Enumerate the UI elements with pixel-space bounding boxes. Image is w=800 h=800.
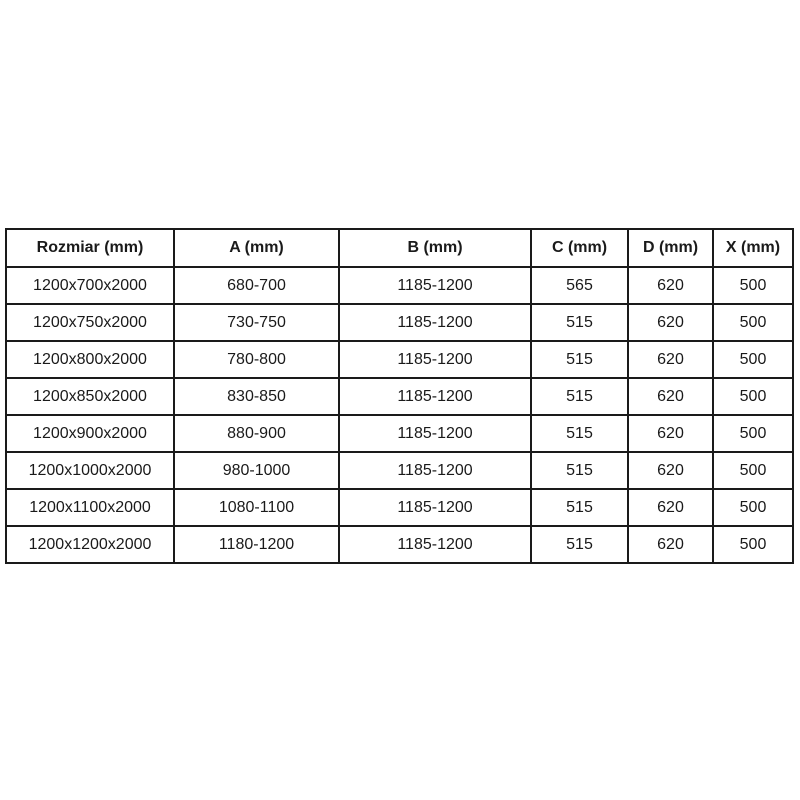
table-cell: 1180-1200	[174, 526, 339, 563]
table-cell: 1185-1200	[339, 304, 531, 341]
table-cell: 515	[531, 415, 628, 452]
table-cell: 515	[531, 378, 628, 415]
table-cell: 500	[713, 378, 793, 415]
column-header-c: C (mm)	[531, 229, 628, 267]
table-cell: 500	[713, 489, 793, 526]
table-header-row	[6, 229, 793, 267]
column-header-b: B (mm)	[339, 229, 531, 267]
table-cell: 1200x1200x2000	[6, 526, 174, 563]
table-cell: 620	[628, 526, 713, 563]
table-cell: 1185-1200	[339, 526, 531, 563]
table-cell: 620	[628, 341, 713, 378]
table-cell: 500	[713, 267, 793, 304]
table-cell: 1200x700x2000	[6, 267, 174, 304]
table-cell: 1185-1200	[339, 452, 531, 489]
column-header-a: A (mm)	[174, 229, 339, 267]
table-cell: 1185-1200	[339, 378, 531, 415]
column-header-rozmiar: Rozmiar (mm)	[6, 229, 174, 267]
table-cell: 620	[628, 378, 713, 415]
table-body	[6, 267, 793, 563]
table-row	[6, 304, 793, 341]
table-cell: 620	[628, 415, 713, 452]
table-cell: 620	[628, 489, 713, 526]
table-cell: 515	[531, 341, 628, 378]
table-cell: 500	[713, 526, 793, 563]
table-cell: 565	[531, 267, 628, 304]
table-cell: 1200x800x2000	[6, 341, 174, 378]
table-cell: 1200x1000x2000	[6, 452, 174, 489]
table-cell: 1080-1100	[174, 489, 339, 526]
table-cell: 1185-1200	[339, 341, 531, 378]
table-cell: 730-750	[174, 304, 339, 341]
table-cell: 620	[628, 452, 713, 489]
table-cell: 830-850	[174, 378, 339, 415]
table-cell: 515	[531, 489, 628, 526]
table-cell: 980-1000	[174, 452, 339, 489]
table-cell: 620	[628, 304, 713, 341]
table-cell: 1200x750x2000	[6, 304, 174, 341]
table-row	[6, 489, 793, 526]
table-row	[6, 452, 793, 489]
table-cell: 500	[713, 452, 793, 489]
table-cell: 500	[713, 304, 793, 341]
table-cell: 515	[531, 304, 628, 341]
table-cell: 500	[713, 341, 793, 378]
table-row	[6, 415, 793, 452]
table-header	[6, 229, 793, 267]
table-cell: 680-700	[174, 267, 339, 304]
table-cell: 880-900	[174, 415, 339, 452]
dimensions-table	[5, 228, 794, 564]
table-cell: 1185-1200	[339, 267, 531, 304]
column-header-x: X (mm)	[713, 229, 793, 267]
table-cell: 1200x850x2000	[6, 378, 174, 415]
table-cell: 1200x900x2000	[6, 415, 174, 452]
table-cell: 780-800	[174, 341, 339, 378]
table-cell: 1185-1200	[339, 489, 531, 526]
table-cell: 515	[531, 452, 628, 489]
table-row	[6, 378, 793, 415]
table-cell: 1200x1100x2000	[6, 489, 174, 526]
table-cell: 620	[628, 267, 713, 304]
table-row	[6, 526, 793, 563]
column-header-d: D (mm)	[628, 229, 713, 267]
table-row	[6, 267, 793, 304]
table-row	[6, 341, 793, 378]
table-cell: 1185-1200	[339, 415, 531, 452]
table-cell: 500	[713, 415, 793, 452]
table-cell: 515	[531, 526, 628, 563]
